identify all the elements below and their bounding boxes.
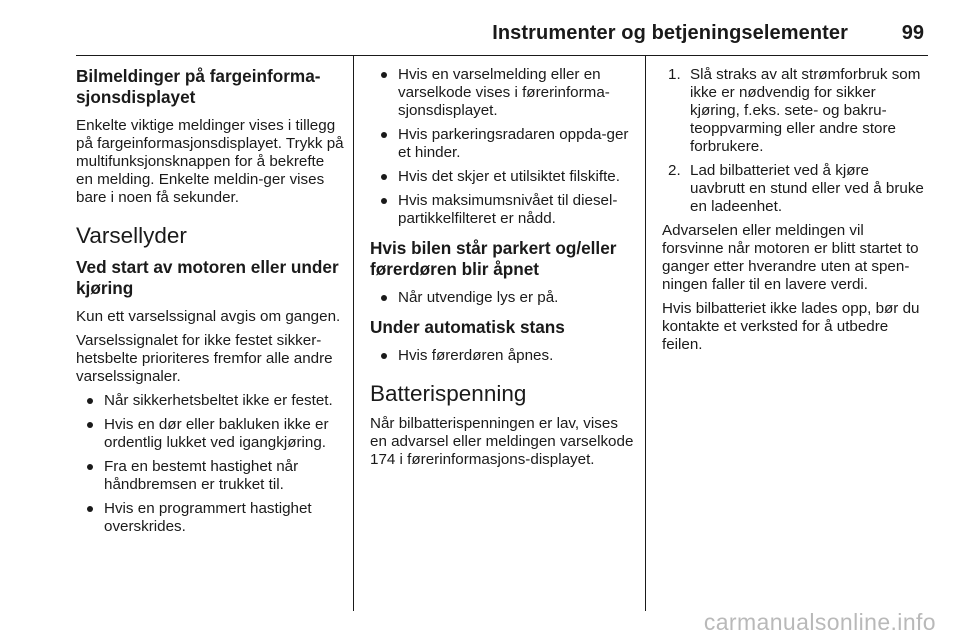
- column-3: [662, 66, 928, 360]
- step-number: 2.: [668, 162, 681, 179]
- subheading: Under automatisk stans: [370, 317, 565, 337]
- paragraph: Advarselen eller meldingen vil forsvinne når motoren er blitt startet to ganger etter hverandre uten at spen-ningen faller til en lavere verdi.: [662, 222, 919, 293]
- paragraph: Kun ett varselssignal avgis om gangen.: [76, 308, 341, 325]
- paragraph: Hvis bilbatteriet ikke lades opp, bør du kontakte et verksted for å utbedre feilen.: [662, 300, 920, 353]
- paragraph: Enkelte viktige meldinger vises i tillegg på fargeinformasjonsdisplayet. Trykk på multifunksjonsknappen for å bekrefte en melding. Enkelte meldin-ger vises bare i noen få sekunder.: [76, 117, 344, 206]
- page-number: 99: [901, 22, 924, 44]
- column-1: [76, 66, 344, 542]
- list-item: Når sikkerhetsbeltet ikke er festet.: [76, 392, 344, 410]
- list-item: [662, 162, 928, 216]
- page-header: [76, 0, 928, 56]
- bullet-list: [370, 289, 636, 307]
- list-item: Hvis maksimumsnivået til diesel-partikkelfilteret er nådd.: [370, 192, 636, 228]
- list-item: Når utvendige lys er på.: [370, 289, 636, 307]
- subheading: Ved start av motoren eller under kjøring: [76, 257, 339, 298]
- step-number: 1.: [668, 66, 681, 83]
- subheading: Hvis bilen står parkert og/eller førerdøren blir åpnet: [370, 238, 617, 279]
- column-divider: [645, 56, 646, 611]
- watermark: carmanualsonline.info: [703, 609, 936, 635]
- column-2: [370, 66, 636, 475]
- list-item: [662, 66, 928, 156]
- list-item: Hvis en varselmelding eller en varselkode vises i førerinforma-sjonsdisplayet.: [370, 66, 636, 120]
- list-item: Hvis en dør eller bakluken ikke er ordentlig lukket ved igangkjøring.: [76, 416, 344, 452]
- step-text: Lad bilbatteriet ved å kjøre uavbrutt en stund eller ved å bruke en ladeenhet.: [690, 162, 924, 215]
- list-item: Hvis førerdøren åpnes.: [370, 347, 636, 365]
- paragraph: Varselssignalet for ikke festet sikker-hetsbelte prioriteres fremfor alle andre varselssignaler.: [76, 332, 333, 385]
- numbered-list: [662, 66, 928, 216]
- section-heading: Varsellyder: [76, 223, 187, 248]
- list-item: Hvis parkeringsradaren oppda-ger et hinder.: [370, 126, 636, 162]
- column-divider: [353, 56, 354, 611]
- section-heading: Batterispenning: [370, 381, 527, 406]
- list-item: Hvis det skjer et utilsiktet filskifte.: [370, 168, 636, 186]
- header-title: Instrumenter og betjeningselementer: [492, 22, 848, 44]
- subheading: Bilmeldinger på fargeinforma-sjonsdisplayet: [76, 66, 321, 107]
- bullet-list: [370, 66, 636, 228]
- paragraph: Når bilbatterispenningen er lav, vises en advarsel eller meldingen varselkode 174 i førerinformasjons-displayet.: [370, 415, 634, 468]
- list-item: Fra en bestemt hastighet når håndbremsen er trukket til.: [76, 458, 344, 494]
- list-item: Hvis en programmert hastighet overskrides.: [76, 500, 344, 536]
- bullet-list: [76, 392, 344, 536]
- bullet-list: [370, 347, 636, 365]
- step-text: Slå straks av alt strømforbruk som ikke er nødvendig for sikker kjøring, f.eks. sete- og bakru-teoppvarming eller andre store forbrukere.: [690, 66, 921, 155]
